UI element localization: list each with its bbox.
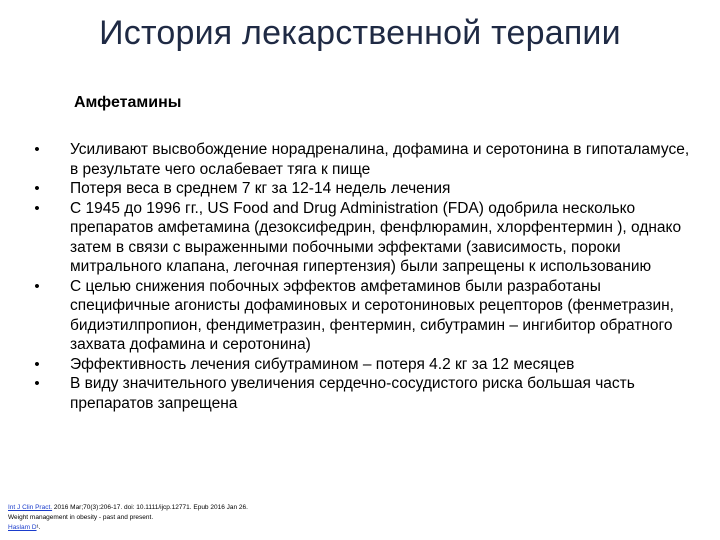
author-link[interactable]: Haslam D — [8, 524, 37, 531]
bullet-list — [30, 140, 700, 413]
article-title: Weight management in obesity - past and present. — [8, 514, 154, 521]
bullet-item — [30, 140, 700, 179]
bullet-item — [30, 277, 700, 355]
bullet-text: С 1945 до 1996 гг., US Food and Drug Administration (FDA) одобрила несколько препаратов амфетамина (дезоксифедрин, фенфлюрамин, хлорфентермин ), однако затем в связи с выраженными побочными эффектами (зависимость, пороки митрального клапана, легочная гипертензия) были запрещены к использованию — [70, 199, 682, 275]
bullet-marker: • — [34, 375, 40, 392]
citation-footer — [8, 503, 248, 533]
bullet-text: Усиливают высвобождение норадреналина, дофамина и серотонина в гипоталамусе, в результате чего ослабевает тяга к пище — [70, 141, 690, 178]
slide-title: История лекарственной терапии — [99, 14, 621, 52]
bullet-marker: • — [34, 277, 40, 295]
bullet-text: С целью снижения побочных эффектов амфетаминов были разработаны специфичные агонисты дофаминовых и серотониновых рецепторов (фенметразин, бидиэтилпропион, фендиметразин, фентермин, сибутрамин – ингибитор обратного захвата дофамина и серотонина) — [70, 277, 674, 353]
citation-details: 2016 Mar;70(3):206-17. doi: 10.1111/ijcp.12771. Epub 2016 Jan 26. — [52, 504, 248, 511]
bullet-marker: • — [34, 180, 40, 197]
bullet-text: В виду значительного увеличения сердечно-сосудистого риска большая часть препаратов запрещена — [70, 375, 635, 412]
bullet-marker: • — [34, 355, 40, 373]
bullet-item — [30, 355, 700, 375]
section-subtitle: Амфетамины — [74, 94, 182, 111]
author-line — [8, 523, 248, 533]
citation-line — [8, 503, 248, 513]
bullet-text: Эффективность лечения сибутрамином – потеря 4.2 кг за 12 месяцев — [70, 355, 575, 373]
bullet-marker: • — [34, 141, 40, 158]
bullet-item — [30, 179, 700, 199]
bullet-text: Потеря веса в среднем 7 кг за 12-14 недель лечения — [70, 180, 451, 197]
bullet-marker: • — [34, 199, 40, 217]
bullet-item — [30, 374, 700, 413]
author-suffix: ¹. — [36, 524, 41, 531]
bullet-item — [30, 199, 700, 277]
journal-link[interactable]: Int J Clin Pract. — [8, 504, 53, 511]
